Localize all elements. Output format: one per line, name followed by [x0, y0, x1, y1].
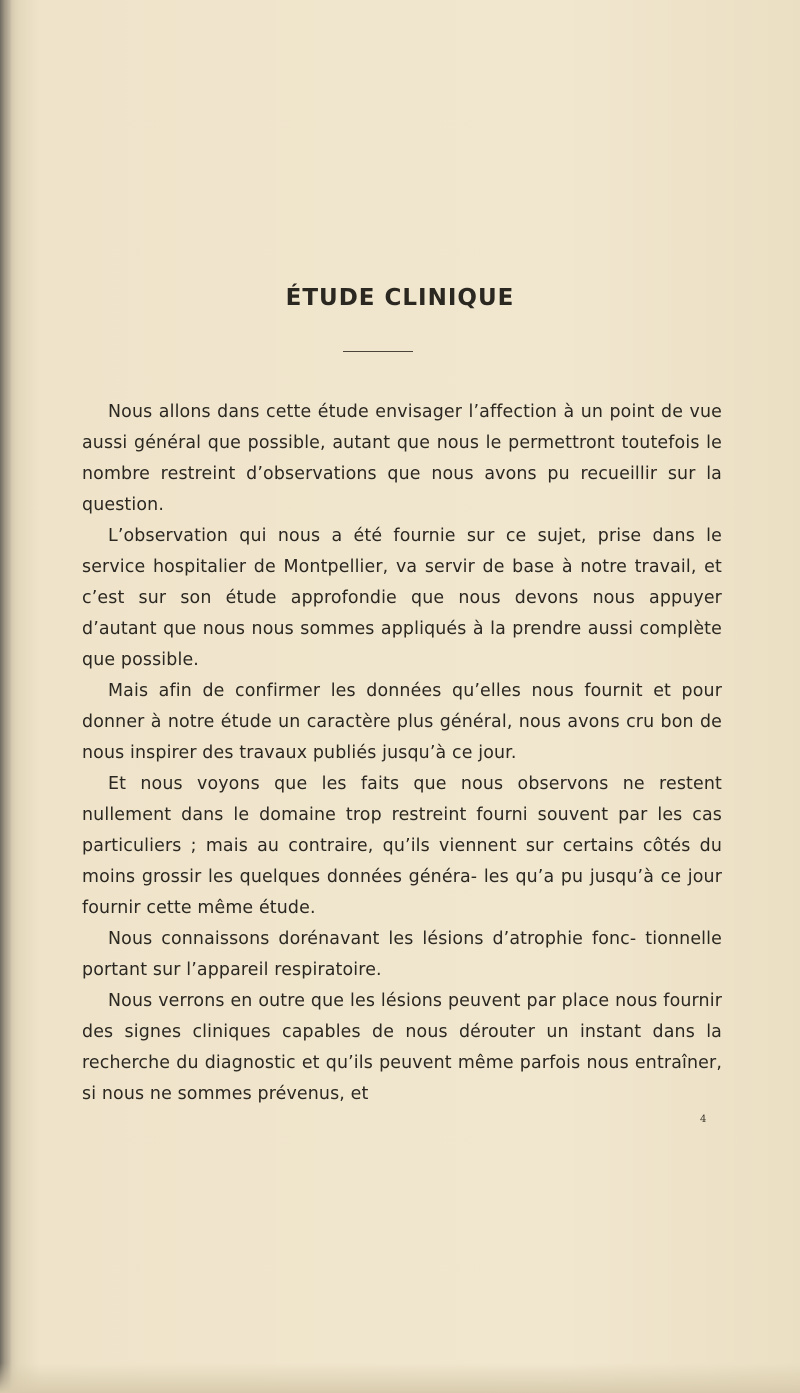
- page-title: ÉTUDE CLINIQUE: [285, 285, 515, 311]
- signature-mark: 4: [700, 1114, 707, 1125]
- paragraph-4: Et nous voyons que les faits que nous observons ne restent nullement dans le domaine trop restreint fourni souvent par les cas particuliers ; mais au contraire, qu’ils viennent sur certains côtés du moins grossir les quelques données généra- les qu’a pu jusqu’à ce jour fournir cette même étude.: [82, 774, 722, 918]
- paragraph-2: L’observation qui nous a été fournie sur ce sujet, prise dans le service hospitalier de Montpellier, va servir de base à notre travail, et c’est sur son étude approfondie que nous devons nous appuyer d’autant que nous nous sommes appliqués à la prendre aussi complète que possible.: [82, 526, 722, 670]
- paragraph-3: Mais afin de confirmer les données qu’elles nous fournit et pour donner à notre étude un caractère plus général, nous avons cru bon de nous inspirer des travaux publiés jusqu’à ce jour.: [82, 681, 722, 763]
- body-text: [82, 397, 722, 1110]
- title-divider: [343, 351, 413, 352]
- paragraph-6: Nous verrons en outre que les lésions peuvent par place nous fournir des signes cliniques capables de nous dérouter un instant dans la recherche du diagnostic et qu’ils peuvent même parfois nous entraîner, si nous ne sommes prévenus, et: [82, 991, 722, 1104]
- page-bottom-edge: [0, 1363, 800, 1393]
- paragraph-1: Nous allons dans cette étude envisager l’affection à un point de vue aussi général que possible, autant que nous le permettront toutefois le nombre restreint d’observations que nous avons pu recueillir sur la question.: [82, 402, 722, 515]
- paragraph-5: Nous connaissons dorénavant les lésions d’atrophie fonc- tionnelle portant sur l’appareil respiratoire.: [82, 929, 722, 980]
- page-binding-edge: [0, 0, 12, 1393]
